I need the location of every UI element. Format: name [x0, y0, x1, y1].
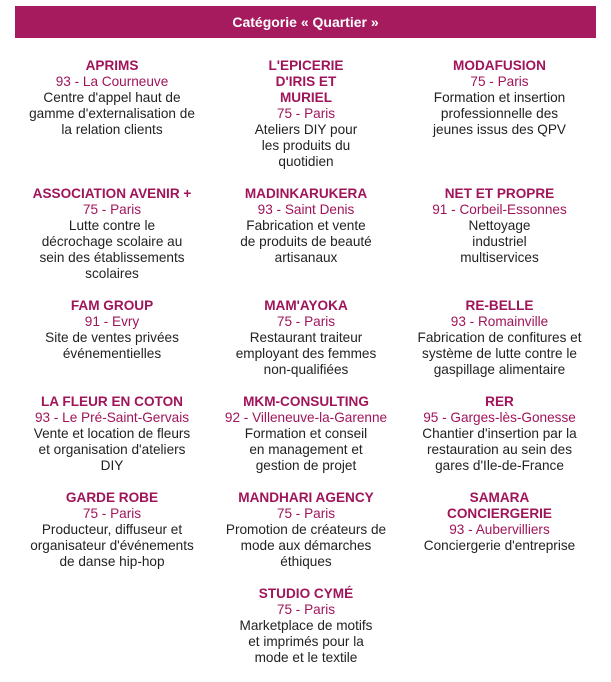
entry-name: MODAFUSION [453, 58, 546, 73]
entry-card [15, 58, 209, 186]
entry-location: 91 - Evry [84, 314, 140, 329]
entry-description: Fabrication et vente de produits de beauté artisanaux [240, 218, 372, 265]
entry-location: 93 - Aubervilliers [449, 522, 550, 537]
entry-name: NET ET PROPRE [444, 186, 555, 201]
empty-cell [403, 586, 596, 682]
entry-location: 92 - Villeneuve-la-Garenne [224, 410, 388, 425]
entry-name: RER [485, 394, 514, 409]
entry-card [403, 490, 596, 586]
entry-card [209, 58, 403, 186]
entry-name: MANDHARI AGENCY [238, 490, 374, 505]
entry-location: 91 - Corbeil-Essonnes [432, 202, 567, 217]
entry-location: 75 - Paris [82, 506, 142, 521]
entry-card [403, 58, 596, 186]
entry-description: Producteur, diffuseur et organisateur d'événements de danse hip-hop [30, 522, 194, 569]
entry-location: 93 - Romainville [450, 314, 549, 329]
entry-name: RE-BELLE [465, 298, 534, 313]
entry-location: 93 - Le Pré-Saint-Gervais [34, 410, 190, 425]
entry-description: Nettoyage industriel multiservices [460, 218, 539, 265]
entry-name: ASSOCIATION AVENIR + [32, 186, 192, 201]
entry-description: Marketplace de motifs et imprimés pour la mode et le textile [239, 618, 373, 665]
entry-card [209, 394, 403, 490]
entry-description: Formation et conseil en management et gestion de projet [244, 426, 368, 473]
entry-location: 75 - Paris [276, 106, 336, 121]
entry-location: 75 - Paris [276, 314, 336, 329]
entry-card [15, 394, 209, 490]
entry-card [15, 186, 209, 298]
entry-card [403, 298, 596, 394]
entry-card [15, 298, 209, 394]
entry-description: Ateliers DIY pour les produits du quotidien [254, 122, 358, 169]
entry-description: Centre d'appel haut de gamme d'externalisation de la relation clients [29, 90, 195, 137]
entry-description: Formation et insertion professionnelle des jeunes issus des QPV [433, 90, 566, 137]
entry-name: SAMARA CONCIERGERIE [447, 490, 552, 521]
entry-description: Lutte contre le décrochage scolaire au sein des établissements scolaires [39, 218, 185, 281]
entry-card [209, 186, 403, 298]
entry-name: GARDE ROBE [65, 490, 159, 505]
entry-location: 75 - Paris [276, 506, 336, 521]
entry-name: FAM GROUP [70, 298, 154, 313]
category-header [15, 6, 596, 38]
entry-location: 95 - Garges-lès-Gonesse [423, 410, 576, 425]
entry-name: MKM-CONSULTING [243, 394, 369, 409]
entry-name: STUDIO CYMÉ [258, 586, 354, 601]
entry-description: Site de ventes privées événementielles [45, 330, 179, 361]
empty-cell [15, 586, 209, 682]
entry-card [209, 298, 403, 394]
entry-name: APRIMS [85, 58, 139, 73]
entry-location: 75 - Paris [276, 602, 336, 617]
entry-location: 75 - Paris [82, 202, 142, 217]
entry-location: 75 - Paris [470, 74, 529, 89]
entry-card [209, 490, 403, 586]
entry-card [403, 394, 596, 490]
entry-name: L'EPICERIE D'IRIS ET MURIEL [268, 58, 344, 105]
entry-card [403, 186, 596, 298]
entries-grid [15, 58, 596, 682]
entry-card [209, 586, 403, 682]
entry-location: 93 - La Courneuve [55, 74, 169, 89]
category-title: Catégorie « Quartier » [232, 14, 379, 30]
entry-card [15, 490, 209, 586]
entry-name: MADINKARUKERA [244, 186, 368, 201]
entry-description: Restaurant traiteur employant des femmes non-qualifiées [235, 330, 377, 377]
entry-description: Chantier d'insertion par la restauration au sein des gares d'Ile-de-France [422, 426, 577, 473]
entry-description: Promotion de créateurs de mode aux démarches éthiques [225, 522, 387, 569]
entry-description: Vente et location de fleurs et organisation d'ateliers DIY [33, 426, 191, 473]
entry-description: Fabrication de confitures et système de lutte contre le gaspillage alimentaire [417, 330, 582, 377]
entry-name: LA FLEUR EN COTON [41, 394, 183, 409]
entry-description: Conciergerie d'entreprise [423, 538, 576, 553]
entry-name: MAM'AYOKA [264, 298, 348, 313]
entry-location: 93 - Saint Denis [257, 202, 355, 217]
